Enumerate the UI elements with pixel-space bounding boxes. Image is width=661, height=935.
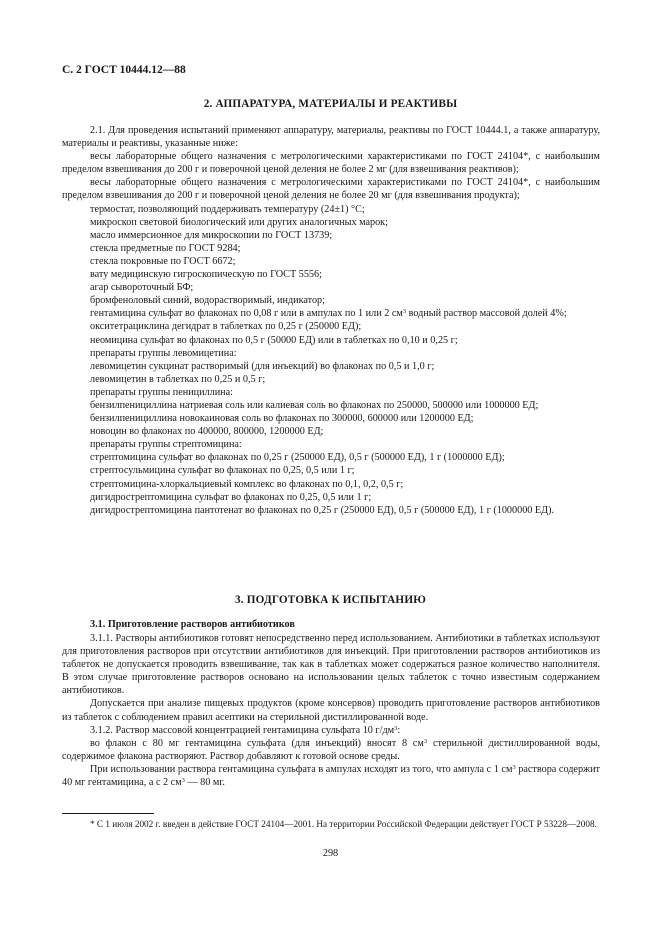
paragraph: левомицетин в таблетках по 0,25 и 0,5 г; (90, 373, 266, 385)
paragraph: При использовании раствора гентамицина сульфата в ампулах исходят из того, что ампула с 1 $см^3$ раствора содержит 40 мг гентамицина, а с 2 $см^3$ — 80 мг. (62, 763, 600, 789)
section-3-body (62, 632, 600, 789)
paragraph: препараты группы стрептомицина: (90, 439, 242, 451)
paragraph: 3.1.2. Раствор массовой концентрацией гентамицина сульфата 10 $г/дм^3$: (90, 724, 401, 736)
paragraph: препараты группы левомицетина: (90, 347, 237, 359)
section-3-title: 3. ПОДГОТОВКА К ИСПЫТАНИЮ (234, 594, 427, 606)
paragraph: бензилпенициллина новокаиновая соль во флаконах по 300000, 600000 или 1200000 ЕД; (90, 413, 474, 425)
paragraph: окситетрациклина дегидрат в таблетках по 0,25 г (250000 ЕД); (90, 321, 362, 333)
paragraph: стекла предметные по ГОСТ 9284; (90, 242, 241, 254)
paragraph: бромфеноловый синий, водорастворимый, индикатор; (90, 295, 325, 307)
paragraph: препараты группы пенициллина: (90, 386, 233, 398)
paragraph: во флакон с 80 мг гентамицина сульфата (для инъекций) вносят 8 $см^3$ стерильной дистиллированной воды, содержимое флакона растворяют. Раствор добавляют к готовой основе среды. (62, 737, 601, 762)
paragraph: дигидрострептомицина сульфат во флаконах по 0,25, 0,5 или 1 г; (90, 491, 372, 503)
paragraph: стекла покровные по ГОСТ 6672; (90, 255, 236, 267)
paragraph: масло иммерсионное для микроскопии по ГОСТ 13739; (90, 229, 333, 241)
page-number: 298 (322, 848, 339, 859)
footnote: * С 1 июля 2002 г. введен в действие ГОСТ 24104—2001. На территории Российской Федерации действует ГОСТ Р 53228—2008. (90, 819, 597, 829)
paragraph: бензилпенициллина натриевая соль или калиевая соль во флаконах по 250000, 500000 или 1000000 ЕД; (90, 399, 539, 411)
paragraph: стрептомицина-хлоркальциевый комплекс во флаконах по 0,1, 0,2, 0,5 г; (90, 478, 404, 490)
footnote-rule (62, 813, 154, 814)
paragraph: весы лабораторные общего назначения с метрологическими характеристиками по ГОСТ 24104*, с наибольшим пределом взвешивания до 200 г и поверочной ценой деления не более 20 мг (для взвешивания продукта); (62, 177, 600, 202)
paragraph: неомицина сульфат во флаконах по 0,5 г (50000 ЕД) или в таблетках по 0,10 и 0,25 г; (90, 334, 458, 346)
paragraph: стрептосульмицина сульфат во флаконах по 0,25, 0,5 или 1 г; (90, 465, 355, 477)
running-header: С. 2 ГОСТ 10444.12—88 (62, 64, 186, 76)
paragraph: весы лабораторные общего назначения с метрологическими характеристиками по ГОСТ 24104*, с наибольшим пределом взвешивания до 200 г и поверочной ценой деления не более 2 мг (для взвешивания реактивов); (62, 151, 600, 176)
paragraph: Допускается при анализе пищевых продуктов (кроме консервов) проводить приготовление растворов антибиотиков из таблеток с соблюдением правил асептики на стерильной дистиллированной воде. (62, 698, 600, 723)
paragraph: агар сывороточный БФ; (90, 282, 194, 294)
section-2-body (62, 124, 600, 517)
paragraph: 2.1. Для проведения испытаний применяют аппаратуру, материалы, реактивы по ГОСТ 10444.1, а также аппаратуру, материалы и реактивы, указанные ниже: (62, 125, 600, 150)
subsection-3-1-title: 3.1. Приготовление растворов антибиотиков (90, 619, 295, 630)
paragraph: левомицетин сукцинат растворимый (для инъекций) во флаконах по 0,5 и 1,0 г; (90, 360, 435, 372)
paragraph: микроскоп световой биологический или других аналогичных марок; (90, 216, 388, 228)
paragraph: термостат, позволяющий поддерживать температуру (24±1) °С; (90, 203, 365, 215)
paragraph: 3.1.1. Растворы антибиотиков готовят непосредственно перед использованием. Антибиотики в таблетках используют для приготовления растворов при отсутствии антибиотиков для инъекций. При приготовлении растворов антибиотиков из таблеток не допускается проводить взвешивание, так как в таблетках может содержаться разное количество наполнителя. В этом случае приготовление растворов основано на использовании целых таблеток с точно известным содержанием антибиотиков. (62, 633, 600, 697)
section-2-title: 2. АППАРАТУРА, МАТЕРИАЛЫ И РЕАКТИВЫ (203, 98, 458, 110)
paragraph: вату медицинскую гигроскопическую по ГОСТ 5556; (90, 269, 322, 281)
paragraph: новоцин во флаконах по 400000, 800000, 1200000 ЕД; (90, 426, 324, 438)
paragraph: дигидрострептомицина пантотенат во флаконах по 0,25 г (250000 ЕД), 0,5 г (500000 ЕД), 1 г (1000000 ЕД). (90, 504, 555, 516)
paragraph: стрептомицина сульфат во флаконах по 0,25 г (250000 ЕД), 0,5 г (500000 ЕД), 1 г (1000000 ЕД); (90, 452, 505, 464)
paragraph-gentamicin: гентамицина сульфат во флаконах по 0,08 г или в ампулах по 1 или 2 $см^3$ водный раствор массовой долей 4%; (90, 308, 567, 320)
